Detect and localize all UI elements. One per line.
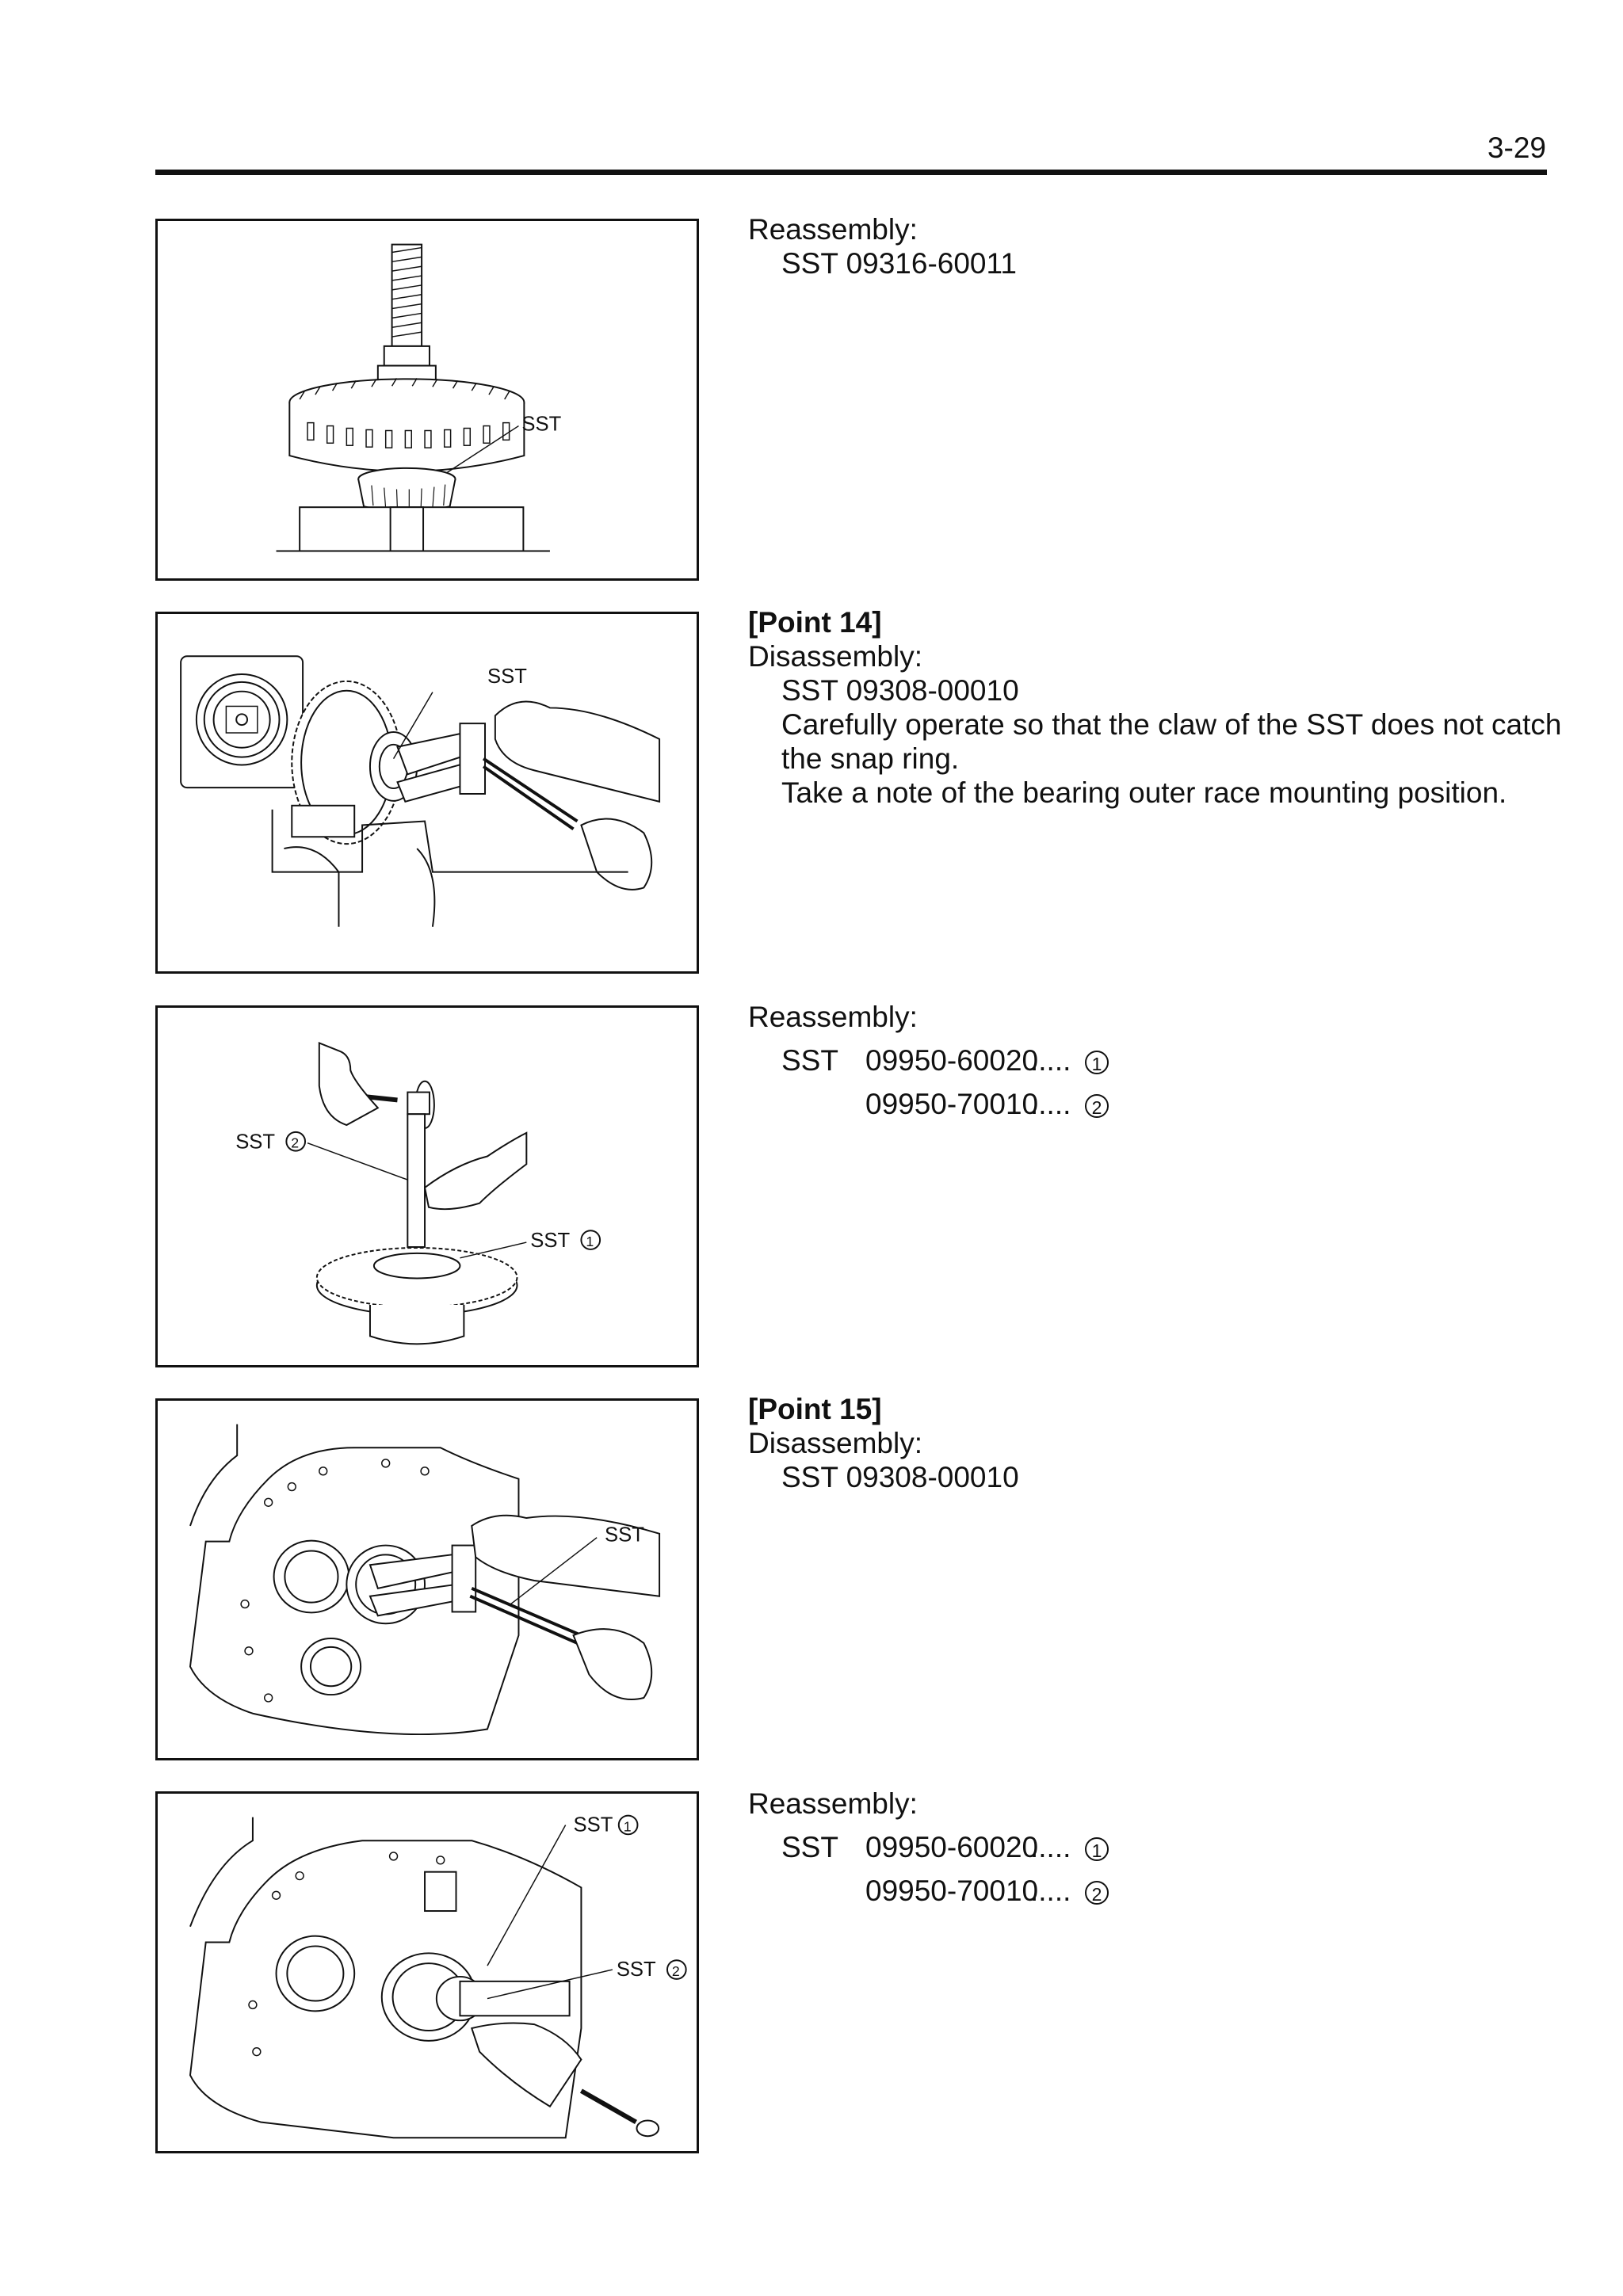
svg-text:1: 1 (586, 1233, 594, 1249)
svg-text:2: 2 (671, 1962, 680, 1979)
page-number: 3-29 (1487, 132, 1546, 164)
circled-number: 1 (1085, 1051, 1109, 1074)
text-line: SST 09316-60011 (781, 247, 1017, 280)
sst-callout-2: SST (616, 1958, 656, 1981)
text-line: SST 09308-00010 (781, 674, 1019, 707)
sst-callout: SST (487, 665, 527, 688)
text-line: Take a note of the bearing outer race mounting position. (781, 776, 1507, 809)
text-line: Disassembly: (748, 1427, 922, 1459)
circled-number: 2 (1085, 1094, 1109, 1118)
text-line: [Point 15] (748, 1393, 882, 1425)
circled-number: 2 (1085, 1881, 1109, 1905)
text-point-15 (748, 1392, 1541, 1494)
text-reassembly-1 (748, 212, 1541, 280)
hammer-install-illustration (158, 1008, 697, 1365)
sst-item (748, 1830, 1541, 1874)
text-line: Reassembly: (748, 213, 918, 246)
figure-case-install (155, 1791, 699, 2153)
sst-number: 09950-60020 (865, 1831, 1039, 1863)
text-line: Carefully operate so that the claw of the SST does not catch (781, 708, 1562, 741)
text-reassembly-3 (748, 1787, 1541, 1917)
dots: ..... (1030, 1044, 1071, 1077)
text-line: Reassembly: (748, 1001, 918, 1033)
svg-text:1: 1 (623, 1818, 632, 1835)
dots: ..... (1030, 1831, 1071, 1863)
sst-item (748, 1874, 1541, 1917)
text-line: the snap ring. (781, 742, 960, 775)
case-puller-illustration (158, 1401, 697, 1758)
sst-callout-1: SST (573, 1814, 613, 1836)
sst-number: 09950-70010 (865, 1875, 1039, 1907)
sst-item (748, 1087, 1541, 1131)
text-line: SST 09308-00010 (781, 1461, 1019, 1493)
sst-callout: SST (605, 1524, 644, 1547)
puller-gear-illustration (158, 614, 697, 971)
text-line: [Point 14] (748, 606, 882, 639)
text-point-14 (748, 605, 1562, 810)
text-line: Disassembly: (748, 640, 922, 673)
header-rule (155, 170, 1547, 175)
sst-prefix: SST (781, 1831, 838, 1863)
figure-shaft-bearing-press (155, 219, 699, 581)
text-line: Reassembly: (748, 1787, 918, 1820)
figure-puller-gear (155, 612, 699, 974)
sst-callout-1: SST (530, 1229, 571, 1252)
shaft-bearing-illustration (158, 221, 697, 578)
figure-hammer-install (155, 1005, 699, 1367)
sst-number: 09950-60020 (865, 1044, 1039, 1077)
sst-prefix: SST (781, 1044, 838, 1077)
sst-number: 09950-70010 (865, 1088, 1039, 1120)
sst-callout: SST (521, 413, 562, 436)
dots: ..... (1030, 1088, 1071, 1120)
svg-text:2: 2 (291, 1135, 300, 1151)
dots: ..... (1030, 1875, 1071, 1907)
text-reassembly-2 (748, 1000, 1541, 1131)
sst-item (748, 1043, 1541, 1087)
case-install-illustration (158, 1794, 697, 2151)
sst-callout-2: SST (235, 1131, 276, 1154)
circled-number: 1 (1085, 1837, 1109, 1861)
figure-case-puller (155, 1398, 699, 1760)
